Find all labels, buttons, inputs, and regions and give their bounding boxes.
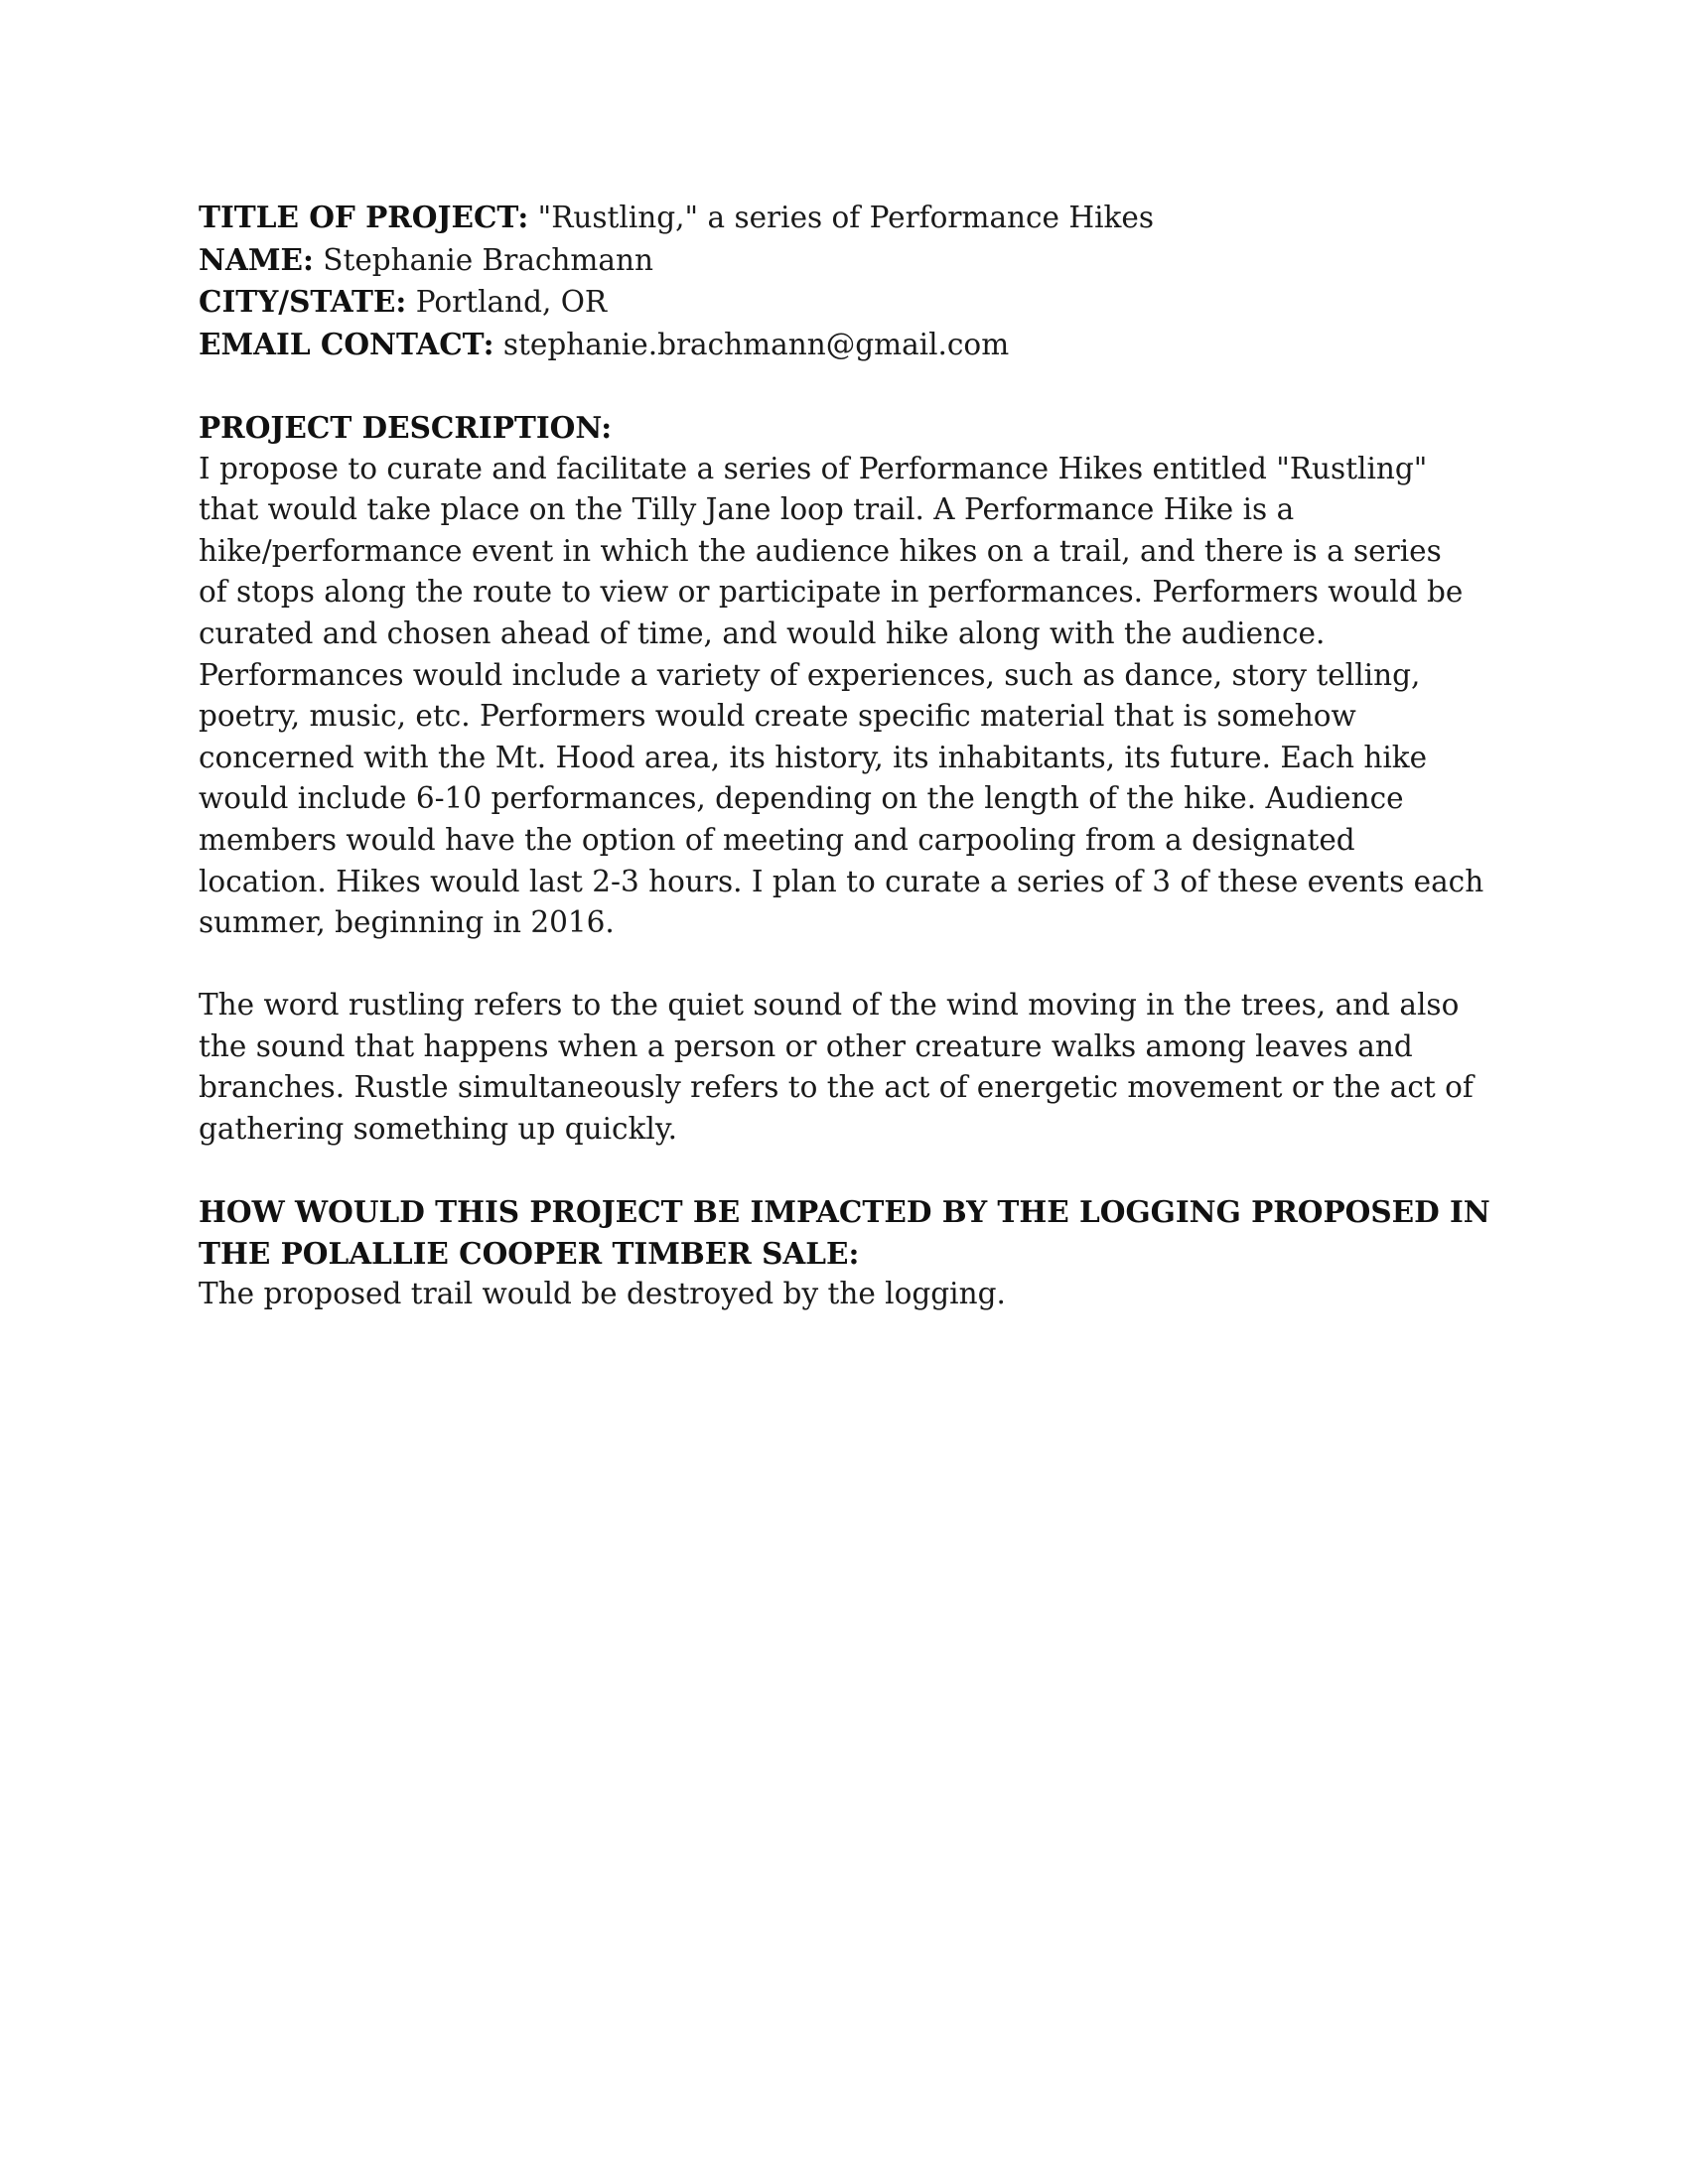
impact-heading-line: THE POLALLIE COOPER TIMBER SALE: [199,1235,860,1271]
paragraph-line: The word rustling refers to the quiet sound of the wind moving in the trees, and also [199,988,1460,1023]
paragraph-line: Performances would include a variety of experiences, such as dance, story telling, [199,657,1421,692]
email-value: stephanie.brachmann@gmail.com [502,327,1010,361]
city-state-field [199,281,1489,324]
paragraph-line: I propose to curate and facilitate a series of Performance Hikes entitled "Rustling" [199,451,1428,485]
paragraph-line: gathering something up quickly. [199,1112,677,1147]
impact-heading [199,1191,1489,1274]
spacer [199,944,1489,986]
email-field [199,324,1489,366]
description-paragraph-2 [199,985,1489,1150]
title-label: TITLE OF PROJECT: [199,200,529,234]
title-value: "Rustling," a series of Performance Hikes [537,201,1155,234]
paragraph-line: poetry, music, etc. Performers would create specific material that is somehow [199,699,1356,734]
paragraph-line: hike/performance event in which the audience hikes on a trail, and there is a series [199,533,1442,568]
paragraph-line: summer, beginning in 2016. [199,905,615,940]
paragraph-line: the sound that happens when a person or other creature walks among leaves and [199,1028,1413,1063]
name-label: NAME: [199,241,314,277]
paragraph-line: that would take place on the Tilly Jane loop trail. A Performance Hike is a [199,492,1295,527]
impact-heading-line: HOW WOULD THIS PROJECT BE IMPACTED BY THE LOGGING PROPOSED IN [199,1194,1490,1230]
paragraph-line: would include 6-10 performances, depending on the length of the hike. Audience [199,781,1404,816]
paragraph-line: of stops along the route to view or participate in performances. Performers would be [199,575,1464,610]
description-paragraph-1 [199,449,1489,944]
paragraph-line: branches. Rustle simultaneously refers to the act of energetic movement or the act of [199,1070,1474,1105]
email-label: EMAIL CONTACT: [199,326,494,361]
paragraph-line: members would have the option of meeting and carpooling from a designated [199,822,1355,857]
impact-answer: The proposed trail would be destroyed by the logging. [199,1277,1006,1311]
title-field [199,197,1489,239]
city-state-label: CITY/STATE: [199,284,407,320]
name-value: Stephanie Brachmann [323,242,653,277]
name-field [199,239,1489,282]
paragraph-line: concerned with the Mt. Hood area, its history, its inhabitants, its future. Each hike [199,740,1428,774]
description-heading: PROJECT DESCRIPTION: [199,409,613,445]
document-content [199,197,1489,1315]
paragraph-line: curated and chosen ahead of time, and would hike along with the audience. [199,615,1326,650]
paragraph-line: location. Hikes would last 2-3 hours. I plan to curate a series of 3 of these events each [199,864,1484,898]
city-state-value: Portland, OR [415,285,608,320]
spacer [199,1151,1489,1192]
spacer [199,365,1489,407]
